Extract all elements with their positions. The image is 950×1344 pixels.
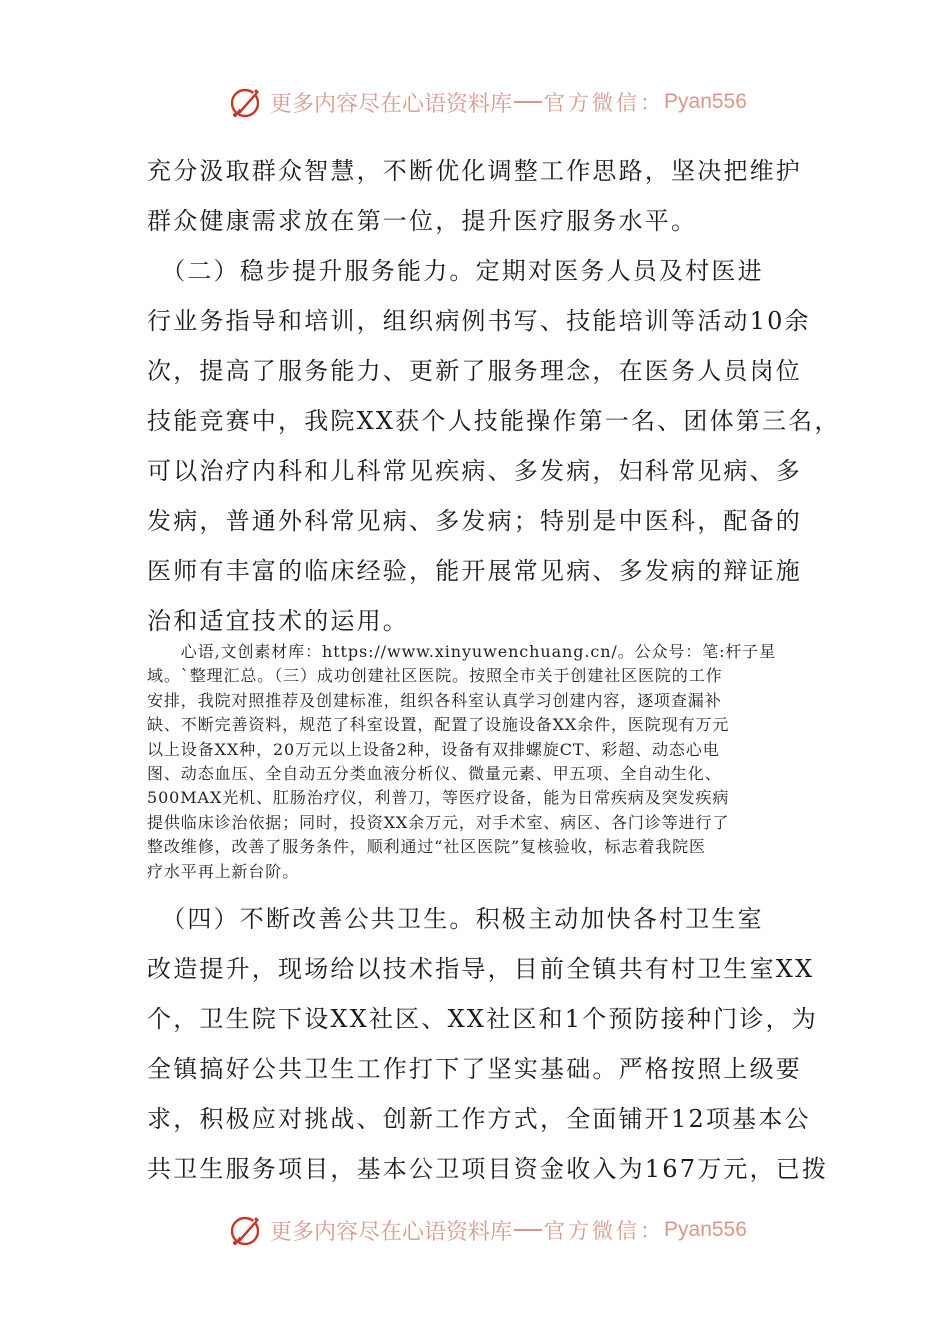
text-line: （二）稳步提升服务能力。定期对医务人员及村医进 [147, 257, 764, 285]
text-line: 治和适宜技术的运用。 [147, 607, 409, 635]
text-line: 群众健康需求放在第一位，提升医疗服务水平。 [147, 207, 698, 235]
quill-logo-icon [226, 1210, 266, 1250]
text-line: 提供临床诊治依据；同时，投资XX余万元，对手术室、病区、各门诊等进行了 [147, 812, 730, 832]
quill-logo-icon [226, 82, 266, 122]
footer-banner [226, 1208, 747, 1252]
text-line: 行业务指导和培训，组织病例书写、技能培训等活动10余 [147, 307, 811, 335]
text-line: 整改维修，改善了服务条件，顺利通过“社区医院”复核验收，标志着我院医 [147, 837, 706, 857]
header-banner [226, 80, 747, 124]
text-line: 充分汲取群众智慧，不断优化调整工作思路，坚决把维护 [147, 157, 802, 185]
banner-wechat-id: Pyan556 [664, 90, 747, 113]
paragraph-intro [147, 146, 817, 246]
text-line: 个，卫生院下设XX社区、XX社区和1个预防接种门诊，为 [147, 1005, 819, 1033]
text-line: 域。`整理汇总。（三）成功创建社区医院。按照全市关于创建社区医院的工作 [147, 666, 723, 686]
banner-wechat-id: Pyan556 [664, 1218, 747, 1241]
text-line: 发病，普通外科常见病、多发病；特别是中医科，配备的 [147, 507, 802, 535]
text-line: 500MAX光机、肛肠治疗仪，利普刀，等医疗设备，能为日常疾病及突发疾病 [147, 788, 730, 808]
text-line: 疗水平再上新台阶。 [147, 861, 300, 881]
text-line: 图、动态血压、全自动五分类血液分析仪、微量元素、甲五项、全自动生化、 [147, 764, 722, 784]
text-line: 共卫生服务项目，基本公卫项目资金收入为167万元，已拨 [147, 1155, 829, 1183]
paragraph-public-health [147, 894, 829, 1194]
text-line: 可以治疗内科和儿科常见疾病、多发病，妇科常见病、多 [147, 457, 802, 485]
text-line: 改造提升，现场给以技术指导，目前全镇共有村卫生室XX [147, 955, 815, 983]
banner-dash [514, 101, 542, 103]
banner-wechat-label: 官方微信： [544, 1219, 665, 1243]
paragraph-service-capacity [147, 246, 841, 646]
banner-wechat-label: 官方微信： [544, 91, 665, 115]
text-line: 以上设备XX种，20万元以上设备2种，设备有双排螺旋CT、彩超、动态心电 [147, 739, 720, 759]
text-line: 次，提高了服务能力、更新了服务理念，在医务人员岗位 [147, 357, 802, 385]
text-line: 医师有丰富的临床经验，能开展常见病、多发病的辩证施 [147, 557, 802, 585]
banner-slogan: 更多内容尽在心语资料库 [270, 91, 513, 117]
text-line: 缺、不断完善资料，规范了科室设置，配置了设施设备XX余件，医院现有万元 [147, 715, 730, 735]
text-line: 安排，我院对照推荐及创建标准，组织各科室认真学习创建内容，逐项查漏补 [147, 690, 722, 710]
text-line: （四）不断改善公共卫生。积极主动加快各村卫生室 [147, 905, 764, 933]
text-line: 求，积极应对挑战、创新工作方式，全面铺开12项基本公 [147, 1105, 811, 1133]
text-line: 心语,文创素材库：https://www.xinyuwenchuang.cn/。公众号：笔:杆子星 [147, 642, 777, 661]
paragraph-community-hospital [147, 640, 807, 884]
text-line: 技能竞赛中，我院XX获个人技能操作第一名、团体第三名， [147, 407, 841, 435]
banner-slogan: 更多内容尽在心语资料库 [270, 1219, 513, 1245]
banner-dash [514, 1229, 542, 1231]
text-line: 全镇搞好公共卫生工作打下了坚实基础。严格按照上级要 [147, 1055, 802, 1083]
